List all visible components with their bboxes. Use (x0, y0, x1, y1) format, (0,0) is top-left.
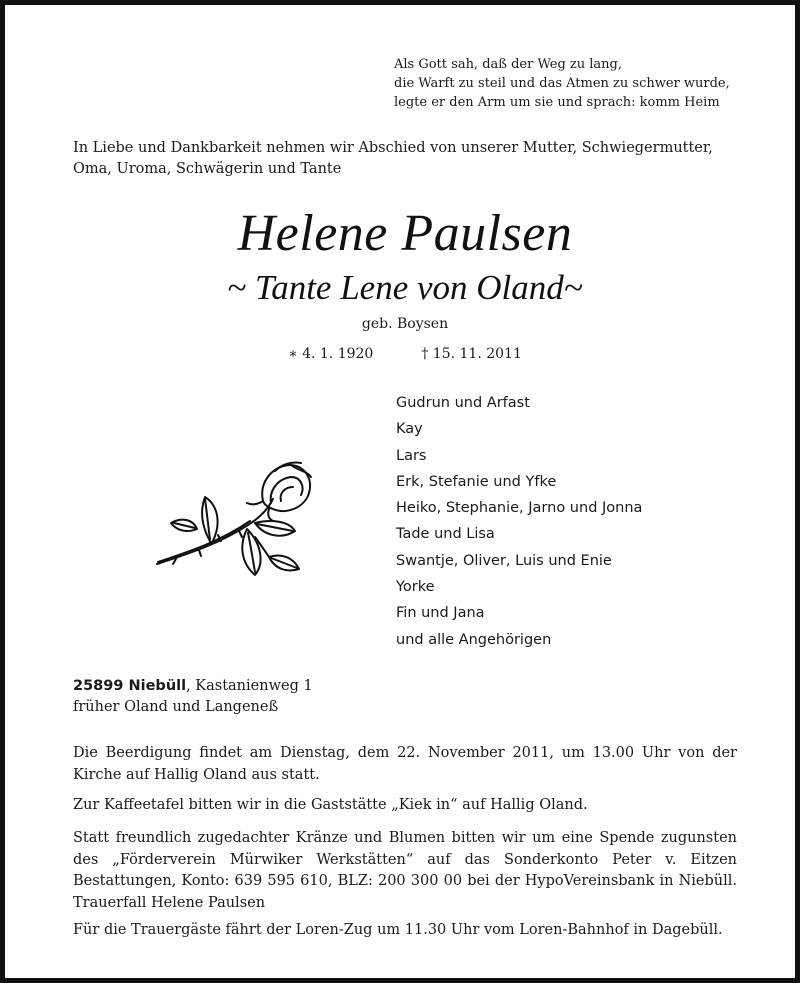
verse-line: legte er den Arm um sie und sprach: komm Heim (394, 95, 720, 110)
deceased-name: Helene Paulsen (237, 205, 573, 262)
intro-text: In Liebe und Dankbarkeit nehmen wir Abschied von unserer Mutter, Schwiegermutter, Oma, Uroma, Schwägerin und Tante (73, 140, 713, 177)
funeral-paragraph: Die Beerdigung findet am Dienstag, dem 22. November 2011, um 13.00 Uhr von der Kirche auf Hallig Oland aus statt. (73, 745, 737, 783)
verse-line: die Warft zu steil und das Atmen zu schwer wurde, (394, 76, 730, 91)
mourner-entry: Yorke (396, 579, 435, 596)
death-date: † 15. 11. 2011 (421, 346, 522, 362)
mourner-entry: Tade und Lisa (396, 526, 495, 543)
mourner-entry: Fin und Jana (396, 605, 485, 622)
poem-verse (394, 55, 754, 112)
mourner-entry: und alle Angehörigen (396, 631, 552, 648)
rose-icon (151, 457, 317, 589)
mourner-entry: Gudrun und Arfast (396, 395, 530, 411)
mourner-entry: Swantje, Oliver, Luis und Enie (396, 552, 612, 569)
coffee-paragraph: Zur Kaffeetafel bitten wir in die Gaststätte „Kiek in“ auf Hallig Oland. (73, 797, 588, 813)
address-street: , Kastanienweg 1 (186, 678, 313, 694)
mourner-entry: Lars (396, 447, 427, 464)
donation-paragraph: Statt freundlich zugedachter Kränze und Blumen bitten wir um eine Spende zugunsten des „Förderverein Mürwiker Werkstätten“ auf das Sonderkonto Peter v. Eitzen Bestattungen, Konto: 639 595 610, BLZ: 200 300 00 bei der HypoVereinsbank in Niebüll. Trauerfall Helene Paulsen (73, 830, 737, 911)
address-former: früher Oland und Langeneß (73, 699, 279, 715)
mourner-entry: Kay (396, 421, 423, 438)
address-postal-city: 25899 Niebüll (73, 678, 187, 694)
mourner-entry: Erk, Stefanie und Yfke (396, 473, 557, 490)
train-paragraph: Für die Trauergäste fährt der Loren-Zug um 11.30 Uhr vom Loren-Bahnhof in Dagebüll. (73, 922, 723, 938)
address-block (73, 676, 753, 718)
life-dates (5, 344, 800, 364)
birth-date: ∗ 4. 1. 1920 (288, 346, 374, 362)
mourners-list (396, 390, 776, 653)
deceased-nickname: ~ Tante Lene von Oland~ (227, 268, 583, 307)
mourner-entry: Heiko, Stephanie, Jarno und Jonna (396, 500, 643, 517)
birth-name: geb. Boysen (361, 316, 449, 332)
verse-line: Als Gott sah, daß der Weg zu lang, (394, 57, 622, 72)
